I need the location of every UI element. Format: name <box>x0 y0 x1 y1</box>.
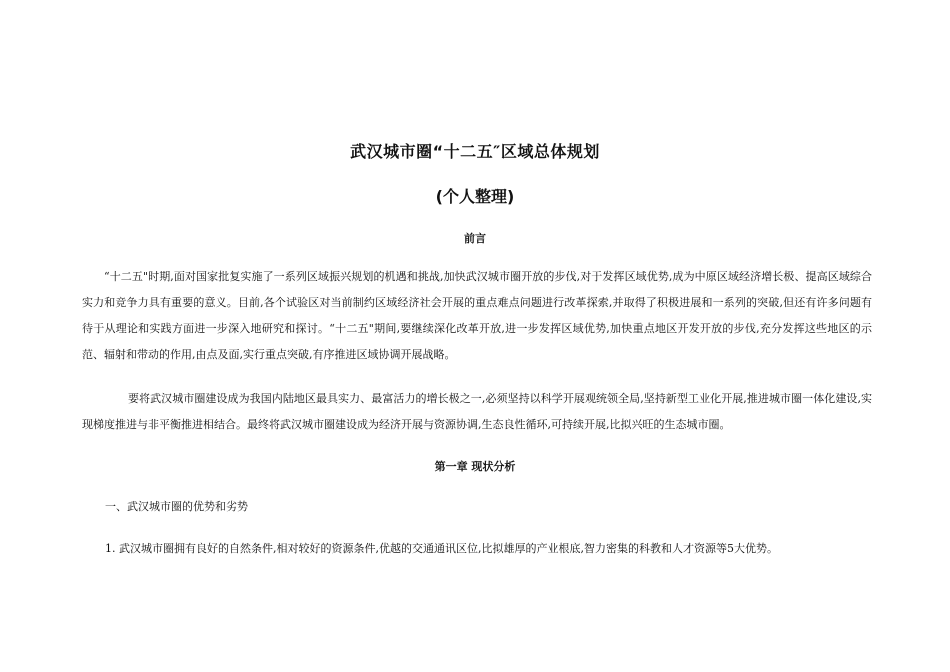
chapter-heading: 第一章 现状分析 <box>434 460 516 473</box>
preface-heading: 前言 <box>464 232 486 245</box>
list-item: 1. 武汉城市圈拥有良好的自然条件,相对较好的资源条件,优越的交通通讯区位,比拟雄厚的产业根底,智力密集的科教和人才资源等5大优势。 <box>105 542 778 555</box>
document-subtitle: (个人整理) <box>435 187 515 206</box>
document-title: 武汉城市圈“十二五″区域总体规划 <box>350 142 600 161</box>
section-heading: 一、武汉城市圈的优势和劣势 <box>105 500 248 513</box>
paragraph-1: “十二五"时期,面对国家批复实施了一系列区域振兴规划的机遇和挑战,加快武汉城市圈开放的步伐,对于发挥区域优势,成为中原区域经济增长极、提高区域综合实力和竞争力具有重要的意义。目前,各个试验区对当前制约区域经济社会开展的重点难点问题进行改革探索,并取得了积极进展和一系列的突破,但还有许多问题有待于从理论和实践方面进一步深入地研究和探讨。“十二五"期间,要继续深化改革开放,进一步发挥区域优势,加快重点地区开发开放的步伐,充分发挥这些地区的示范、辐射和带动的作用,由点及面,实行重点突破,有序推进区域协调开展战略。 <box>82 270 872 361</box>
paragraph-2: 要将武汉城市圈建设成为我国内陆地区最具实力、最富活力的增长极之一,必须坚持以科学开展观统领全局,坚持新型工业化开展,推进城市圈一体化建设,实现梯度推进与非平衡推进相结合。最终将武汉城市圈建设成为经济开展与资源协调,生态良性循环,可持续开展,比拟兴旺的生态城市圈。 <box>82 392 872 431</box>
